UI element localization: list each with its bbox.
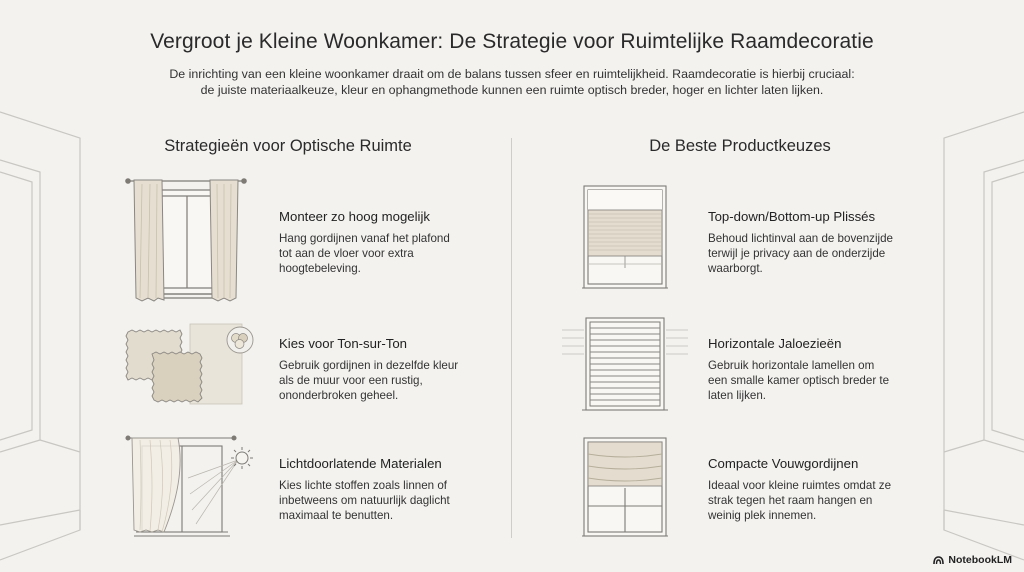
fabric-swatches-icon — [124, 320, 260, 410]
desc-line: tot aan de vloer voor extra — [279, 247, 414, 260]
column-divider — [511, 138, 512, 538]
item-desc-vouwgordijnen — [708, 478, 918, 523]
brand-label: NotebookLM — [948, 554, 1012, 566]
desc-line: waarborgt. — [708, 262, 763, 275]
left-column-heading: Strategieën voor Optische Ruimte — [164, 137, 412, 155]
sheer-curtain-sun-icon — [124, 428, 260, 540]
item-desc-monteer — [279, 231, 475, 276]
desc-line: een smalle kamer optisch breder te — [708, 374, 890, 387]
desc-line: Gebruik gordijnen in dezelfde kleur — [279, 359, 459, 372]
notebooklm-logo-icon — [933, 556, 944, 565]
item-desc-lichtdoorlatend — [279, 478, 475, 523]
desc-line: Hang gordijnen vanaf het plafond — [279, 232, 450, 245]
roman-shade-icon — [580, 436, 670, 542]
desc-line: Ideaal voor kleine ruimtes omdat ze — [708, 479, 892, 492]
intro-line: de juiste materiaalkeuze, kleur en ophangmethode kunnen een ruimte optisch breder, hoger en lichter laten lijken. — [200, 83, 824, 97]
desc-line: weinig plek innemen. — [708, 509, 817, 522]
desc-line: inbetweens om natuurlijk daglicht — [279, 494, 450, 507]
right-column-heading: De Beste Productkeuzes — [649, 137, 831, 155]
desc-line: Behoud lichtinval aan de bovenzijde — [708, 232, 893, 245]
desc-line: hoogtebeleving. — [279, 262, 361, 275]
item-title-vouwgordijnen: Compacte Vouwgordijnen — [708, 456, 859, 471]
item-title-ton-sur-ton: Kies voor Ton-sur-Ton — [279, 336, 408, 351]
desc-line: ononderbroken geheel. — [279, 389, 399, 402]
notebooklm-badge — [933, 554, 1012, 566]
item-desc-ton-sur-ton — [279, 358, 475, 403]
desc-line: Kies lichte stoffen zoals linnen of — [279, 479, 447, 492]
desc-line: als de muur voor een rustig, — [279, 374, 423, 387]
item-desc-plisses — [708, 231, 918, 276]
item-desc-jaloezieen — [708, 358, 918, 403]
desc-line: Gebruik horizontale lamellen om — [708, 359, 875, 372]
item-title-lichtdoorlatend: Lichtdoorlatende Materialen — [279, 456, 442, 471]
item-title-jaloezieen: Horizontale Jaloezieën — [708, 336, 842, 351]
item-title-plisses: Top-down/Bottom-up Plissés — [708, 209, 876, 224]
pleated-blind-icon — [580, 184, 670, 292]
desc-line: strak tegen het raam hangen en — [708, 494, 873, 507]
intro-text — [130, 66, 894, 98]
page-title: Vergroot je Kleine Woonkamer: De Strategie voor Ruimtelijke Raamdecoratie — [150, 30, 874, 53]
venetian-blind-icon — [560, 316, 690, 412]
desc-line: maximaal te benutten. — [279, 509, 394, 522]
desc-line: terwijl je privacy aan de onderzijde — [708, 247, 886, 260]
item-title-monteer: Monteer zo hoog mogelijk — [279, 209, 431, 224]
high-curtain-icon — [124, 174, 250, 304]
intro-line: De inrichting van een kleine woonkamer draait om de balans tussen sfeer en ruimtelijkheid. Raamdecoratie is hierbij cruciaal: — [169, 67, 855, 81]
desc-line: laten lijken. — [708, 389, 767, 402]
